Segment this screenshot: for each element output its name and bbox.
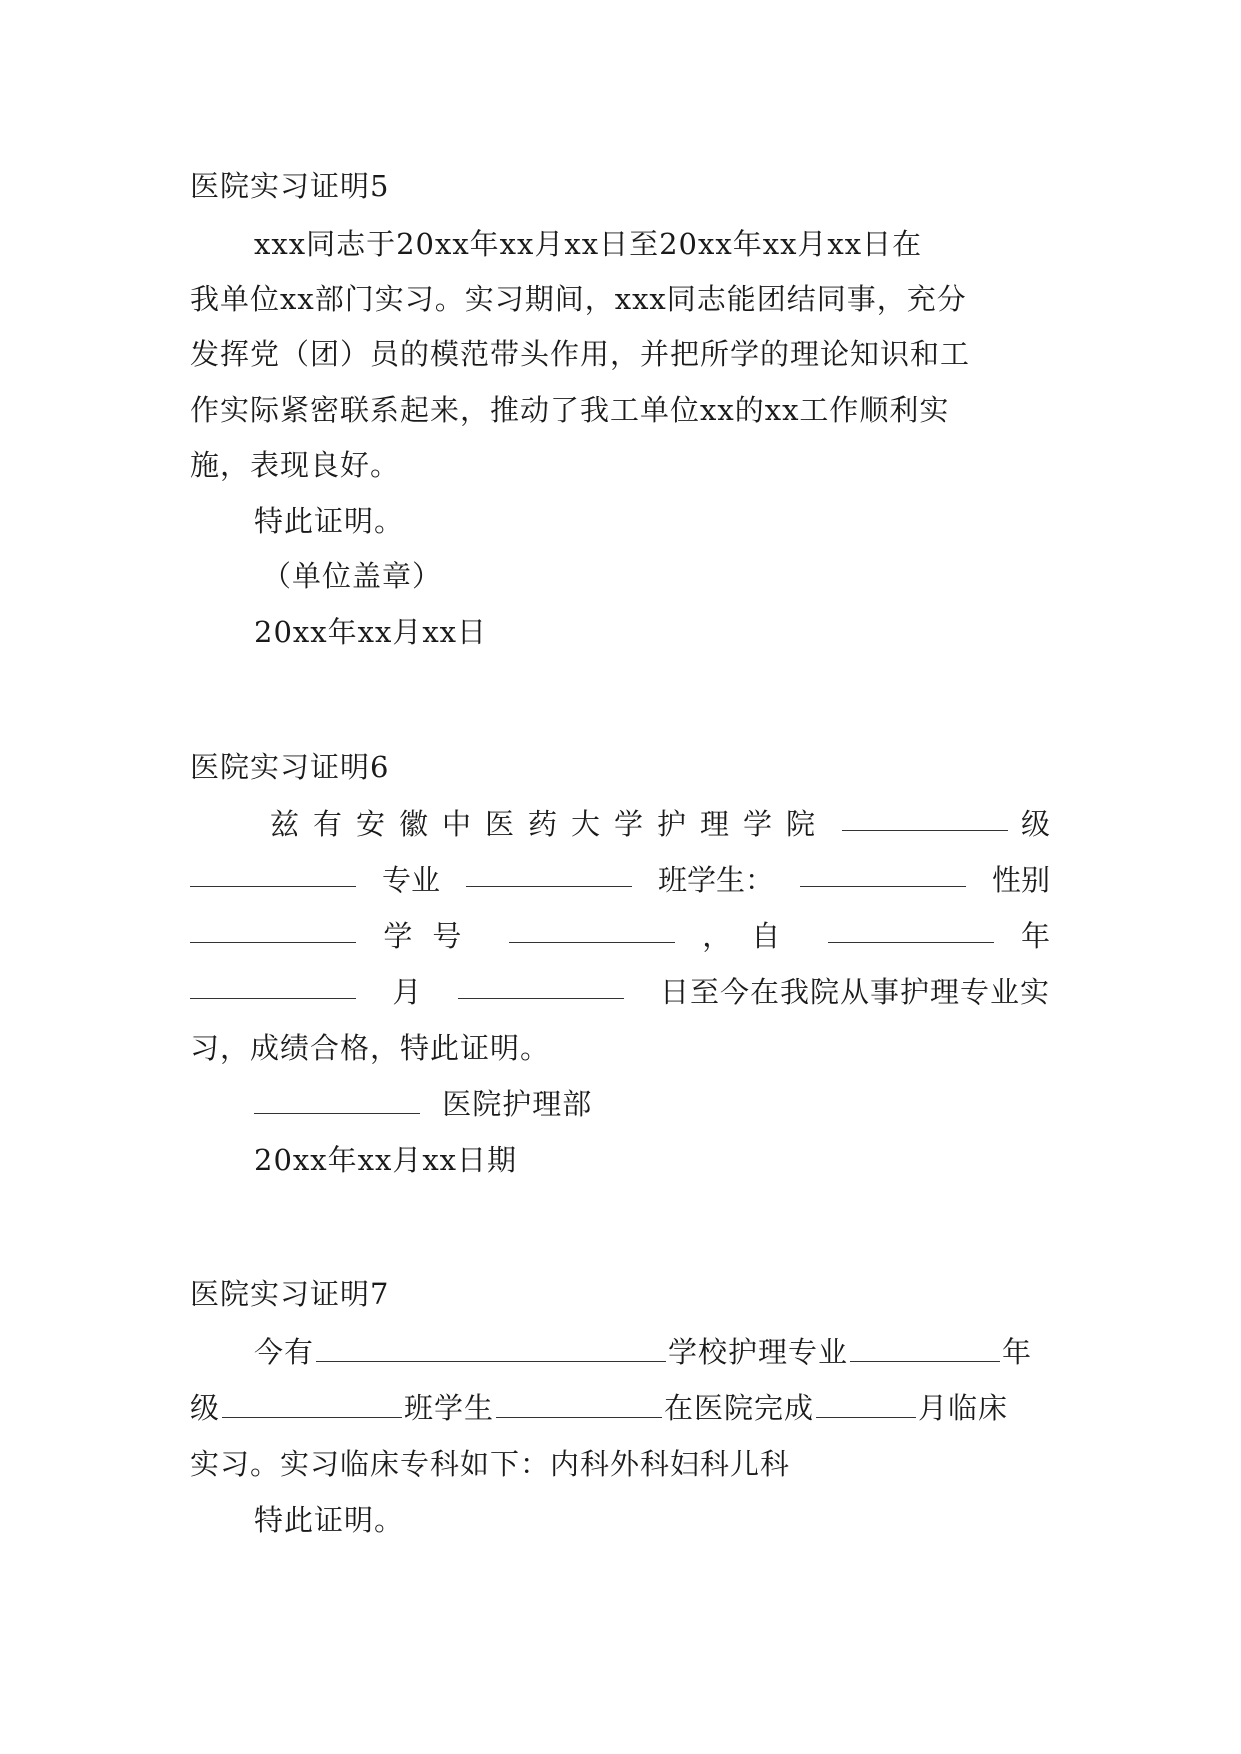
grade-label: 级 (1020, 807, 1050, 841)
blank-field (190, 912, 356, 943)
blank-field (254, 1083, 420, 1114)
paragraph-line: 习，成绩合格，特此证明。 (190, 1031, 551, 1065)
blank-field (190, 968, 356, 999)
month-clinical-label: 月临床 (918, 1391, 1009, 1425)
student-id-label: 学号 (383, 919, 482, 953)
paragraph-line: 作实际紧密联系起来，推动了我工单位xx的xx工作顺利实 (190, 393, 950, 427)
blank-field (816, 1387, 916, 1418)
from-label: ，自 (702, 919, 801, 953)
blank-field (800, 856, 966, 887)
paragraph-line: xxx同志于20xx年xx月xx日至20xx年xx月xx日在 (254, 227, 923, 261)
form-line-1 (270, 800, 1050, 848)
blank-field (458, 968, 624, 999)
blank-field (509, 912, 675, 943)
section-title-5: 医院实习证明5 (190, 169, 390, 203)
major-label: 专业 (381, 863, 440, 897)
paragraph-line: 施，表现良好。 (190, 448, 401, 482)
blank-field (316, 1331, 666, 1362)
form-line-2 (190, 1384, 1050, 1432)
school-text: 兹有安徽中医药大学护理学院 (270, 807, 830, 841)
closing-text: 特此证明。 (254, 504, 405, 538)
blank-field (190, 856, 356, 887)
blank-field (828, 912, 994, 943)
blank-field (850, 1331, 1000, 1362)
gender-label: 性别 (991, 863, 1050, 897)
section-title-6: 医院实习证明6 (190, 750, 390, 784)
date-line: 20xx年xx月xx日 (254, 615, 488, 649)
department-line (254, 1080, 1050, 1128)
year-label: 年 (1002, 1335, 1033, 1369)
grade-label: 级 (190, 1391, 221, 1425)
month-label: 月 (392, 975, 422, 1009)
paragraph-line: 实习。实习临床专科如下：内科外科妇科儿科 (190, 1447, 791, 1481)
blank-field (842, 800, 1008, 831)
intro-text: 今有 (254, 1335, 315, 1369)
year-label: 年 (1020, 919, 1050, 953)
department-label: 医院护理部 (442, 1087, 593, 1121)
blank-field (466, 856, 632, 887)
form-line-1 (254, 1328, 1050, 1376)
paragraph-line: 发挥党（团）员的模范带头作用，并把所学的理论知识和工 (190, 337, 971, 371)
blank-field (222, 1387, 402, 1418)
paragraph-line: 我单位xx部门实习。实习期间，xxx同志能团结同事，充分 (190, 282, 967, 316)
class-label: 班学生 (404, 1391, 495, 1425)
form-line-2 (190, 856, 1050, 904)
form-line-3 (190, 912, 1050, 960)
completed-label: 在医院完成 (664, 1391, 815, 1425)
closing-text: 特此证明。 (254, 1503, 405, 1537)
section-title-7: 医院实习证明7 (190, 1277, 390, 1311)
seal-placeholder: （单位盖章） (262, 559, 443, 593)
blank-field (496, 1387, 662, 1418)
form-line-4 (190, 968, 1050, 1016)
date-line: 20xx年xx月xx日期 (254, 1143, 518, 1177)
sentence-text: 日至今在我院从事护理专业实 (659, 975, 1050, 1009)
school-major-label: 学校护理专业 (668, 1335, 849, 1369)
class-label: 班学生： (657, 863, 774, 897)
